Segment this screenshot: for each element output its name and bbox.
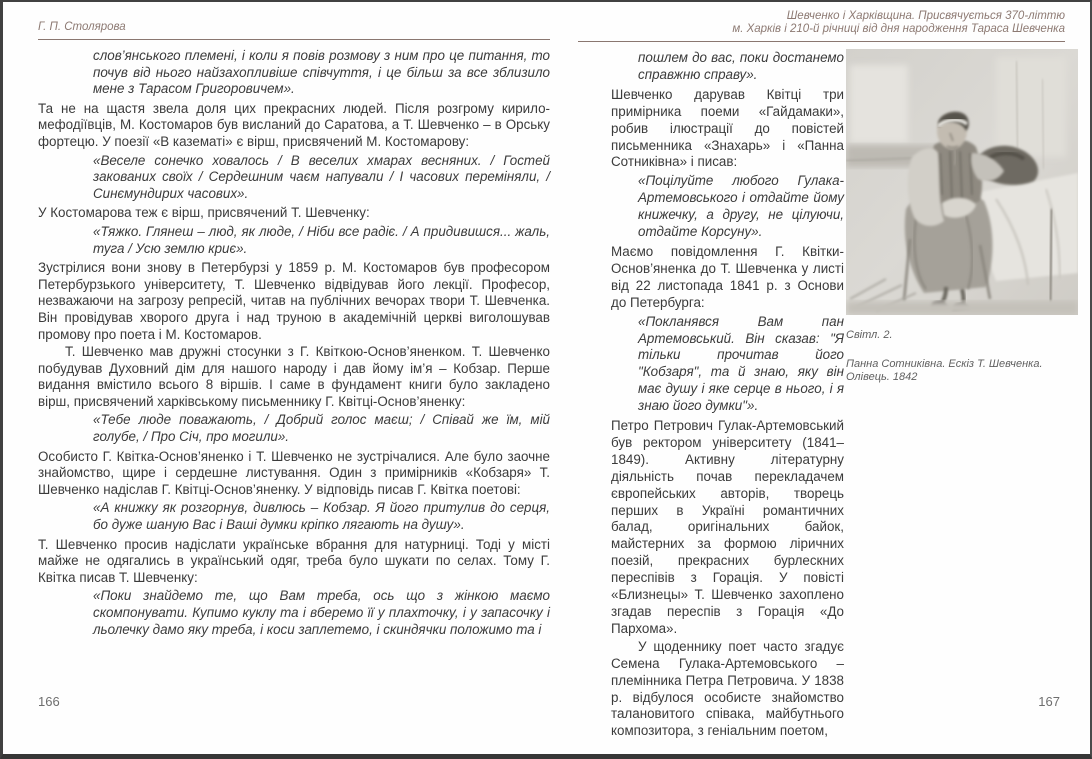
page-number-left: 166 — [38, 694, 60, 709]
left-page-text-column — [38, 46, 550, 641]
verse-quote: «Тяжко. Глянеш – люд, як люде, / Ніби все радіє. / А придивишся... жаль, туга / Усю землю криє». — [93, 223, 550, 256]
running-head-right-line1: Шевченко і Харківщина. Присвячується 370-літтю — [786, 10, 1065, 22]
verse-quote: «Тебе люде поважають, / Добрий голос маєш; / Співай же їм, мій голубе, / Про Січ, про могили». — [93, 412, 550, 445]
panna-sotnykivna-sketch-image — [846, 49, 1078, 315]
letter-quote: «Поцілуйте любого Гулака-Артемовського і отдайте йому книжечку, а другу, не цілуючи, отдайте Корсуну». — [638, 173, 844, 240]
letter-quote: «Поки знайдемо те, що Вам треба, ось що з жінкою маємо скомпонувати. Купимо куклу та і вберемо її у плахточку, і у запасочку і льолечку дамо яку треба, і коси заплетемо, і скиндячки положимо та і — [93, 588, 550, 637]
verse-quote: «Веселе сонечко ховалось / В веселих хмарах весняних. / Гостей закованих своїх / Сердешним чаєм напували / І часових переміняли, / Синємундирих часових». — [93, 152, 550, 201]
letter-quote: «А книжку як розгорнув, дивлюсь – Кобзар. Я його притулив до серця, бо дуже шаную Вас і Ваші думки кріпко лягають на душу». — [93, 500, 550, 533]
paragraph: Зустрілися вони знову в Петербурзі у 1859 р. М. Костомаров був професором Петербурзького університету, Т. Шевченко відвідував його лекції. Професор, незважаючи на загрозу репресій, читав на публічних вечорах твори Т. Шевченка. Він провідував хворого друга і над труною в академічній церкві виголошував промову про поета і М. Костомаров. — [38, 260, 550, 342]
figure-label: Світл. 2. — [846, 329, 893, 341]
paragraph: Т. Шевченко просив надіслати українське вбрання для натурниці. Тоді у місті майже не одягались в український одяг, треба було шукати по селах. Тому Г. Квітка писав Т. Шевченку: — [38, 536, 550, 585]
paragraph: Маємо повідомлення Г. Квітки-Основ’яненка до Т. Шевченка у листі від 22 листопада 1841 р. з Основи до Петербурга: — [611, 243, 844, 310]
page-number-right: 167 — [1038, 694, 1060, 709]
letter-quote: «Покланявся Вам пан Артемовський. Він сказав: "Я тільки прочитав його "Кобзаря", та й знаю, яку він має душу і яке серце в нього, і я знаю його думки"». — [638, 313, 844, 414]
quote-continuation: слов’янського племені, і коли я повів розмову з ним про це питання, то почув від нього найзахопливіше співчуття, і це більш за все зблизило мене з Тарасом Григоровичем». — [93, 48, 550, 97]
figure-caption-line1: Панна Сотниківна. Ескіз Т. Шевченка. — [846, 358, 1043, 370]
paragraph: У Костомарова теж є вірш, присвячений Т. Шевченку: — [38, 205, 370, 221]
paragraph: Шевченко дарував Квітці три примірника поеми «Гайдамаки», робив ілюстрації до повістей письменника «Знахарь» і «Панна Сотниківна» і писав: — [611, 86, 844, 170]
paragraph: Особисто Г. Квітка-Основ’яненко і Т. Шевченко не зустрічалися. Але було заочне знайомство, щире і сердешне листування. Один з примірників «Кобзаря» Т. Шевченко надіслав Г. Квітці-Основ’яненку. У відповідь писав Г. Квітка поетові: — [38, 448, 550, 497]
paragraph: Та не на щастя звела доля цих прекрасних людей. Після розгрому кирило-мефодіївців, М. Костомаров був висланий до Саратова, а Т. Шевченко – в Орську фортецю. У поезії «В казематі» є вірш, присвячений М. Костомарову: — [38, 100, 550, 149]
right-page-text-column — [611, 48, 844, 741]
running-head-right-line2: м. Харків і 210-й річниці від дня народження Тараса Шевченка — [732, 23, 1065, 35]
figure-caption-line2: Олівець. 1842 — [846, 371, 918, 383]
quote-continuation: пошлем до вас, поки достанемо справжню справу». — [638, 50, 844, 82]
running-head-left — [38, 21, 550, 40]
paragraph: Петро Петрович Гулак-Артемовський був ректором університету (1841–1849). Активну літературну діяльність почав перекладачем європейських авторів, творець перших в Україні романтичних балад, оригінальних байок, майстерних за формою ліричних поезій, прекрасних бурлескних переспівів з Горація. У повісті «Близнецы» Т. Шевченко захоплено згадав переспів з Горація «До Пархома». — [611, 418, 844, 636]
paragraph: Т. Шевченко мав дружні стосунки з Г. Квіткою-Основ’яненком. Т. Шевченко побудував Духовний дім для нашого народу і дав йому ім’я – Кобзар. Перше видання вмістило всього 8 віршів. І саме в фундамент книги було закладено вірш, присвячений харківському письменнику Г. Квітці-Основ’яненку: — [38, 344, 550, 409]
paragraph: У щоденнику поет часто згадує Семена Гулака-Артемовського – племінника Петра Петровича. У 1838 р. відбулося особисте знайомство талановитого співака, майбутнього композитора, з геніальним поетом, — [611, 638, 844, 739]
figure-caption — [846, 358, 1078, 384]
running-head-right — [578, 10, 1065, 42]
running-head-left-text: Г. П. Столярова — [38, 21, 126, 33]
figure — [846, 49, 1078, 384]
